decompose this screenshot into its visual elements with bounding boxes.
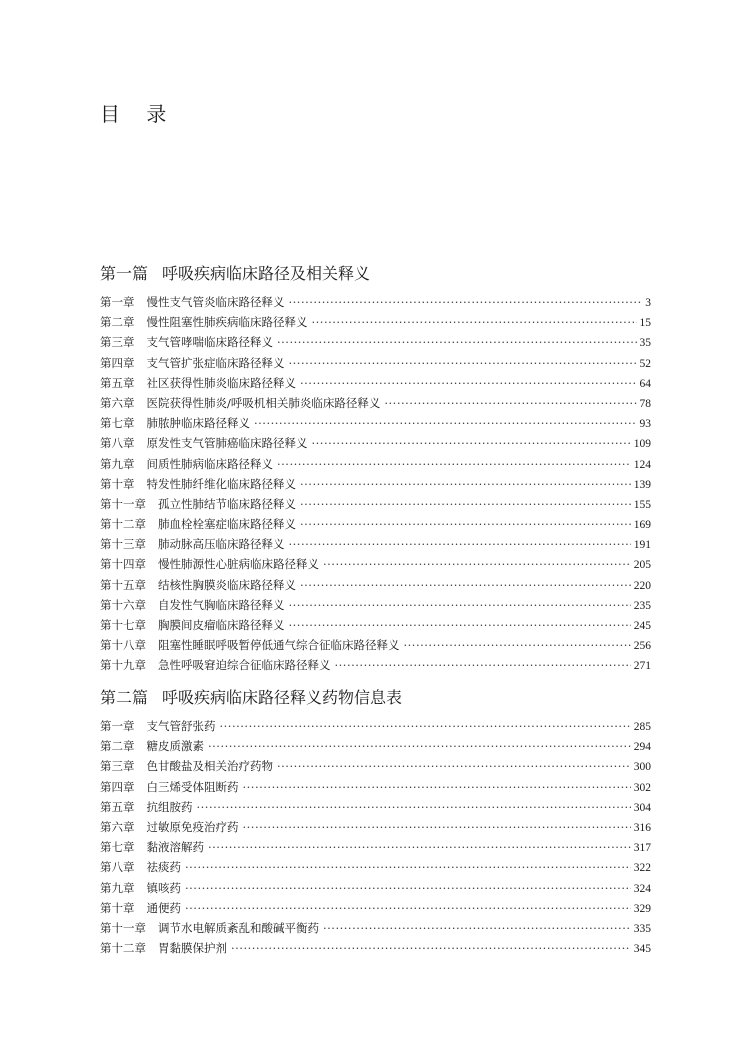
dot-leader — [289, 356, 637, 370]
chapter-label: 第二章 — [100, 739, 135, 754]
chapter-label: 第十二章 — [100, 941, 146, 956]
chapter-title: 通便药 — [146, 900, 181, 915]
toc-entry[interactable] — [100, 718, 651, 738]
page-number: 329 — [633, 902, 651, 915]
chapter-label: 第四章 — [100, 355, 135, 370]
part-title: 呼吸疾病临床路径释义药物信息表 — [162, 688, 403, 707]
dot-leader — [277, 335, 637, 349]
page-title: 目 录 — [100, 102, 177, 126]
dot-leader — [289, 618, 631, 632]
chapter-label: 第十章 — [100, 476, 135, 491]
toc-list — [100, 718, 651, 960]
toc-entry[interactable] — [100, 496, 651, 516]
toc-entry[interactable] — [100, 294, 651, 314]
dot-leader — [185, 881, 631, 895]
page-number: 78 — [639, 397, 651, 410]
chapter-title: 支气管扩张症临床路径释义 — [146, 355, 285, 370]
dot-leader — [243, 820, 631, 834]
chapter-title: 结核性胸膜炎临床路径释义 — [158, 577, 296, 592]
chapter-label: 第十三章 — [100, 537, 146, 552]
toc-entry[interactable] — [100, 657, 651, 677]
dot-leader — [323, 921, 631, 935]
chapter-title: 间质性肺病临床路径释义 — [146, 456, 273, 471]
toc-entry[interactable] — [100, 859, 651, 879]
chapter-label: 第一章 — [100, 719, 135, 733]
chapter-label: 第一章 — [100, 295, 135, 309]
dot-leader — [300, 477, 631, 491]
chapter-label: 第十九章 — [100, 658, 146, 673]
page-number: 285 — [633, 721, 651, 733]
toc-entry[interactable] — [100, 355, 651, 375]
page-number: 64 — [639, 377, 651, 390]
dot-leader — [300, 376, 637, 390]
chapter-label: 第十四章 — [100, 557, 146, 572]
toc-entry[interactable] — [100, 375, 651, 395]
page-number: 52 — [639, 357, 651, 370]
page-number: 256 — [633, 640, 651, 653]
dot-leader — [243, 780, 631, 794]
chapter-title: 肺血栓栓塞症临床路径释义 — [158, 517, 296, 532]
part-2 — [100, 686, 651, 960]
toc-entry[interactable] — [100, 415, 651, 435]
chapter-title: 阻塞性睡眠呼吸暂停低通气综合征临床路径释义 — [158, 638, 400, 653]
toc-entry[interactable] — [100, 819, 651, 839]
page-number: 155 — [633, 498, 651, 511]
toc-entry[interactable] — [100, 395, 651, 415]
dot-leader — [185, 901, 631, 915]
dot-leader — [289, 295, 643, 309]
chapter-label: 第十一章 — [100, 496, 146, 511]
toc-entry[interactable] — [100, 597, 651, 617]
chapter-label: 第九章 — [100, 456, 135, 471]
toc-entry[interactable] — [100, 577, 651, 597]
toc-entry[interactable] — [100, 456, 651, 476]
toc-entry[interactable] — [100, 880, 651, 900]
chapter-label: 第五章 — [100, 799, 135, 814]
chapter-label: 第二章 — [100, 315, 135, 330]
page-number: 235 — [633, 599, 651, 612]
chapter-label: 第十五章 — [100, 577, 146, 592]
page-number: 302 — [633, 781, 651, 794]
part-label: 第二篇 — [100, 688, 149, 707]
chapter-title: 黏液溶解药 — [146, 840, 204, 855]
dot-leader — [208, 739, 631, 753]
dot-leader — [300, 497, 631, 511]
dot-leader — [197, 800, 631, 814]
page-number: 109 — [633, 438, 651, 451]
page-number: 300 — [633, 761, 651, 774]
toc-entry[interactable] — [100, 476, 651, 496]
toc-entry[interactable] — [100, 900, 651, 920]
chapter-title: 医院获得性肺炎/呼吸机相关肺炎临床路径释义 — [146, 395, 381, 410]
page-number: 316 — [633, 821, 651, 834]
page-number: 124 — [633, 458, 651, 471]
page-number: 322 — [633, 862, 651, 875]
chapter-label: 第五章 — [100, 375, 135, 390]
page-number: 324 — [633, 882, 651, 895]
dot-leader — [254, 416, 637, 430]
page-number: 304 — [633, 801, 651, 814]
chapter-label: 第十七章 — [100, 618, 146, 632]
chapter-title: 慢性肺源性心脏病临床路径释义 — [158, 557, 319, 572]
page-number: 317 — [633, 842, 651, 855]
chapter-title: 孤立性肺结节临床路径释义 — [158, 496, 296, 511]
page-number: 205 — [633, 559, 651, 572]
dot-leader — [277, 457, 631, 471]
page-number: 345 — [633, 943, 651, 956]
toc-entry[interactable] — [100, 536, 651, 556]
chapter-label: 第六章 — [100, 395, 135, 410]
page-number: 3 — [645, 297, 651, 309]
page-number: 93 — [639, 418, 651, 431]
dot-leader — [323, 557, 631, 571]
dot-leader — [289, 598, 631, 612]
chapter-title: 过敏原免疫治疗药 — [146, 819, 239, 834]
dot-leader — [335, 658, 631, 672]
toc-list — [100, 294, 651, 678]
part-heading — [100, 686, 651, 718]
chapter-title: 祛痰药 — [146, 860, 181, 875]
chapter-label: 第七章 — [100, 840, 135, 855]
page-number: 245 — [633, 620, 651, 632]
chapter-title: 慢性支气管炎临床路径释义 — [146, 295, 285, 309]
chapter-title: 白三烯受体阻断药 — [146, 779, 239, 794]
toc-entry[interactable] — [100, 920, 651, 940]
toc-entry[interactable] — [100, 516, 651, 536]
dot-leader — [289, 537, 631, 551]
chapter-title: 支气管舒张药 — [146, 719, 216, 733]
chapter-label: 第七章 — [100, 416, 135, 431]
chapter-title: 原发性支气管肺癌临床路径释义 — [146, 436, 308, 451]
page-number: 335 — [633, 922, 651, 935]
toc-entry[interactable] — [100, 435, 651, 455]
toc-entry[interactable] — [100, 839, 651, 859]
page-number: 169 — [633, 519, 651, 532]
chapter-label: 第十二章 — [100, 517, 146, 532]
dot-leader — [208, 840, 631, 854]
dot-leader — [300, 578, 631, 592]
dot-leader — [404, 638, 631, 652]
chapter-title: 急性呼吸窘迫综合征临床路径释义 — [158, 658, 331, 673]
chapter-label: 第四章 — [100, 779, 135, 794]
chapter-title: 肺动脉高压临床路径释义 — [158, 537, 285, 552]
toc-entry[interactable] — [100, 556, 651, 576]
chapter-title: 特发性肺纤维化临床路径释义 — [146, 476, 296, 491]
page-number: 271 — [633, 660, 651, 673]
dot-leader — [277, 759, 631, 773]
page-number: 294 — [633, 741, 651, 754]
toc-entry[interactable] — [100, 637, 651, 657]
toc-entry[interactable] — [100, 334, 651, 354]
page-number: 191 — [633, 539, 651, 552]
page-number: 220 — [633, 579, 651, 592]
dot-leader — [300, 517, 631, 531]
chapter-title: 胃黏膜保护剂 — [158, 941, 227, 956]
dot-leader — [312, 436, 631, 450]
dot-leader — [220, 719, 631, 733]
chapter-title: 镇咳药 — [146, 880, 181, 895]
toc-entry[interactable] — [100, 617, 651, 637]
page-number: 15 — [639, 317, 651, 330]
chapter-title: 色甘酸盐及相关治疗药物 — [146, 759, 273, 774]
chapter-label: 第八章 — [100, 436, 135, 451]
page-number: 35 — [639, 337, 651, 350]
toc-entry[interactable] — [100, 738, 651, 758]
chapter-title: 调节水电解质紊乱和酸碱平衡药 — [158, 920, 319, 935]
chapter-label: 第六章 — [100, 819, 135, 834]
part-heading — [100, 262, 651, 294]
dot-leader — [185, 860, 631, 874]
chapter-label: 第十一章 — [100, 920, 146, 935]
part-title: 呼吸疾病临床路径及相关释义 — [162, 264, 371, 283]
dot-leader — [384, 396, 636, 410]
chapter-label: 第十八章 — [100, 638, 146, 653]
chapter-label: 第十章 — [100, 900, 135, 915]
chapter-title: 胸膜间皮瘤临床路径释义 — [158, 618, 285, 632]
chapter-title: 自发性气胸临床路径释义 — [158, 597, 285, 612]
page-number: 139 — [633, 478, 651, 491]
chapter-label: 第三章 — [100, 335, 135, 350]
chapter-label: 第十六章 — [100, 597, 146, 612]
toc-entry[interactable] — [100, 940, 651, 960]
toc-entry[interactable] — [100, 799, 651, 819]
chapter-title: 慢性阻塞性肺疾病临床路径释义 — [146, 315, 308, 330]
part-label: 第一篇 — [100, 264, 149, 283]
chapter-title: 糖皮质激素 — [146, 739, 204, 754]
chapter-title: 肺脓肿临床路径释义 — [146, 416, 250, 431]
chapter-label: 第九章 — [100, 880, 135, 895]
chapter-title: 抗组胺药 — [146, 799, 193, 814]
toc-entry[interactable] — [100, 779, 651, 799]
chapter-label: 第三章 — [100, 759, 135, 774]
dot-leader — [312, 315, 637, 329]
dot-leader — [231, 941, 631, 955]
part-1 — [100, 262, 651, 678]
toc-entry[interactable] — [100, 314, 651, 334]
toc-entry[interactable] — [100, 758, 651, 778]
chapter-title: 支气管哮喘临床路径释义 — [146, 335, 273, 350]
chapter-label: 第八章 — [100, 860, 135, 875]
chapter-title: 社区获得性肺炎临床路径释义 — [146, 375, 296, 390]
